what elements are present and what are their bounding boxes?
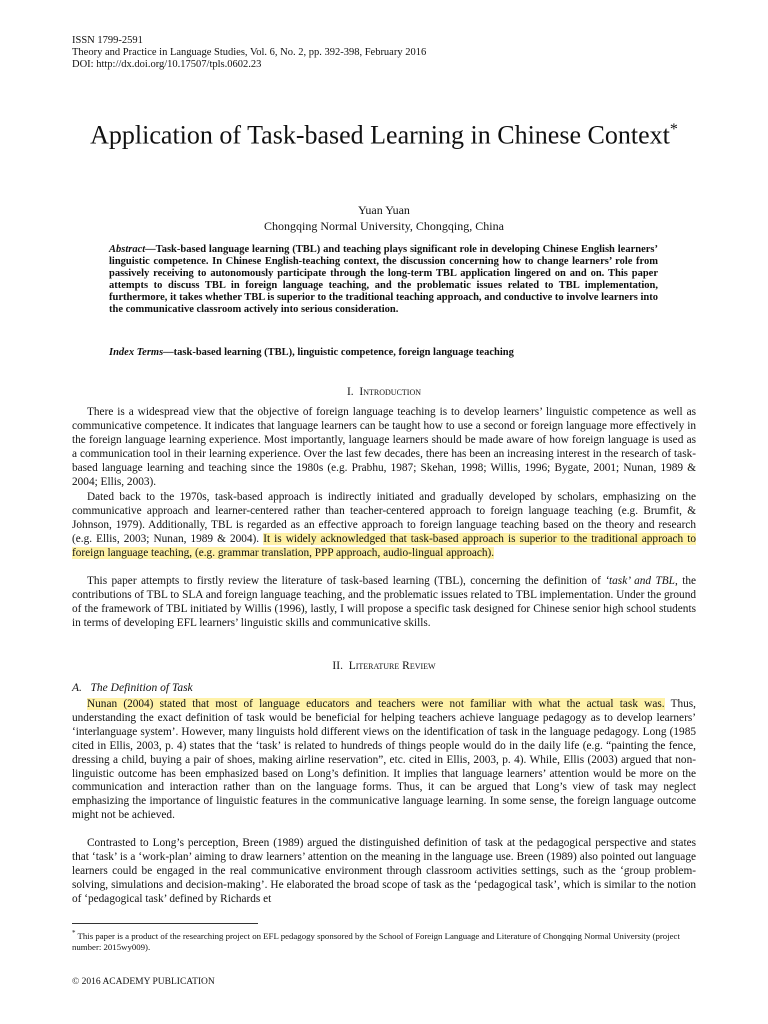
subsection-title: The Definition of Task xyxy=(90,682,193,694)
footnote-divider xyxy=(72,923,258,924)
intro-paragraph-3 xyxy=(72,575,696,631)
index-terms-text: —task-based learning (TBL), linguistic competence, foreign language teaching xyxy=(163,347,514,358)
abstract xyxy=(109,244,658,317)
section-title: Literature Review xyxy=(348,660,436,672)
highlighted-text: It is widely acknowledged that task-based approach is superior to the traditional approach to foreign language teaching, (e.g. grammar translation, PPP approach, audio-lingual approach). xyxy=(72,532,696,559)
copyright: © 2016 ACADEMY PUBLICATION xyxy=(72,977,215,987)
title-footnote-marker: * xyxy=(669,121,678,138)
section-heading-literature-review xyxy=(72,659,696,673)
abstract-text: —Task-based language learning (TBL) and teaching plays significant role in developing Chinese English learners’ linguistic competence. In Chinese English-teaching context, the discussion concerning how to change learners’ role from passively receiving to autonomously participate through the long-term TBL application lingered on and on. This paper attempts to discuss TBL in foreign language teaching, and the problematic issues related to TBL implementation, furthermore, it takes whether TBL is superior to the traditional teaching approach, and conductive to involve learners into the communicative classroom actively into serious consideration. xyxy=(109,244,658,316)
section-number: II. xyxy=(332,660,343,672)
journal-header xyxy=(72,35,426,71)
lit-paragraph-1-text: Thus, understanding the exact definition of task would be beneficial for helping teachers achieve language pedagogy as to develop learners’ ‘interlanguage system’. However, many linguists hold different views on the identification of task in the language pedagogy. Long (1985 cited in Ellis, 2003, p. 4) states that the ‘task’ is related to hundreds of things people would do in the daily life (e.g. “painting the fence, dressing a child, buying a pair of shoes, making airline reservation”, etc. cited in Ellis, 2003, p. 4). While, Ellis (2003) argued that non-linguistic outcome has been emphasized based on Long’s definition. It implies that language learners’ attention would be more on the communication and interaction rather than on the language forms. Thus, it can be argued that Long’s view of task may neglect emphasizing the importance of linguistic features in the communicative language learning. In some sense, the foreign language outcome might not be achieved. xyxy=(72,698,697,822)
highlighted-text: Nunan (2004) stated that most of language educators and teachers were not familiar with what the actual task was. xyxy=(87,698,665,710)
footnote-marker: * xyxy=(72,929,76,937)
italic-term: ‘task’ and TBL xyxy=(605,575,675,587)
lit-paragraph-2: Contrasted to Long’s perception, Breen (1989) argued the distinguished definition of task at the pedagogical perspective and states that ‘task’ is a ‘work-plan’ aiming to draw learners’ attention on the meaning in the language use. Breen (1989) also pointed out language learners could be engaged in the real communicative environment through classroom activities settings, such as the ‘group problem-solving, simulations and decision-making’. He elaborated the broad scope of task as the ‘pedagogical task’, which is similar to the notion of ‘pedagogical task’ defined by Richards et xyxy=(72,837,696,905)
footnote-text: This paper is a product of the researching project on EFL pedagogy sponsored by the School of Foreign Language and Literature of Chongqing Normal University (project number: 2015wy009). xyxy=(72,930,680,952)
paper-title-text: Application of Task-based Learning in Chinese Context xyxy=(90,120,670,150)
doi-link[interactable]: DOI: http://dx.doi.org/10.17507/tpls.0602.23 xyxy=(72,59,262,70)
index-terms-label: Index Terms xyxy=(109,347,164,358)
section-number: I. xyxy=(346,386,354,398)
subsection-heading-definition xyxy=(72,681,193,695)
section-heading-introduction xyxy=(72,385,696,399)
lit-paragraph-1 xyxy=(72,698,696,823)
intro-paragraph-2-text: Dated back to the 1970s, task-based approach is indirectly initiated and gradually developed by scholars, emphasizing on the communicative approach and learner-centered rather than teacher-centered approach to foreign language teaching (e.g. Brumfit, & Johnson, 1979). Additionally, TBL is regarded as an effective approach to foreign language teaching based on the theory and research (e.g. Ellis, 2003; Nunan, 1989 & 2004). xyxy=(72,491,696,545)
author-affiliation: Chongqing Normal University, Chongqing, China xyxy=(264,219,504,233)
author-name: Yuan Yuan xyxy=(358,203,410,217)
journal-citation: Theory and Practice in Language Studies, Vol. 6, No. 2, pp. 392-398, February 2016 xyxy=(72,47,427,58)
abstract-label: Abstract xyxy=(109,244,146,255)
subsection-number: A. xyxy=(72,682,82,694)
intro-paragraph-3-text: This paper attempts to firstly review the literature of task-based learning (TBL), concerning the definition of xyxy=(87,575,606,587)
intro-paragraph-1: There is a widespread view that the objective of foreign language teaching is to develop learners’ linguistic competence as well as communicative competence. It indicates that language learners can be taught how to use a second or foreign language more effectively in the foreign language learning experience. Most importantly, language learners should be made aware of how foreign language is used as a communication tool in their learning experience. Over the last few decades, there has been an increasing interest in the research of task-based language learning and teaching since the 1980s (e.g. Prabhu, 1987; Skehan, 1998; Willis, 1996; Bygate, 2001; Nunan, 1989 & 2004; Ellis, 2003). xyxy=(72,406,696,488)
section-title: Introduction xyxy=(359,386,422,398)
intro-paragraph-3-end: , the contributions of TBL to SLA and foreign language teaching, and the problematic issues related to TBL implementation. Under the ground of the framework of TBL initiated by Willis (1996), lastly, I will propose a specific task designed for Chinese senior high school students in terms of developing EFL learners’ linguistic skills and communicative skills. xyxy=(72,575,697,629)
footnote xyxy=(72,928,696,953)
intro-paragraph-2 xyxy=(72,491,696,561)
issn: ISSN 1799-2591 xyxy=(72,35,143,46)
paper-title xyxy=(72,112,696,154)
index-terms xyxy=(109,347,658,359)
